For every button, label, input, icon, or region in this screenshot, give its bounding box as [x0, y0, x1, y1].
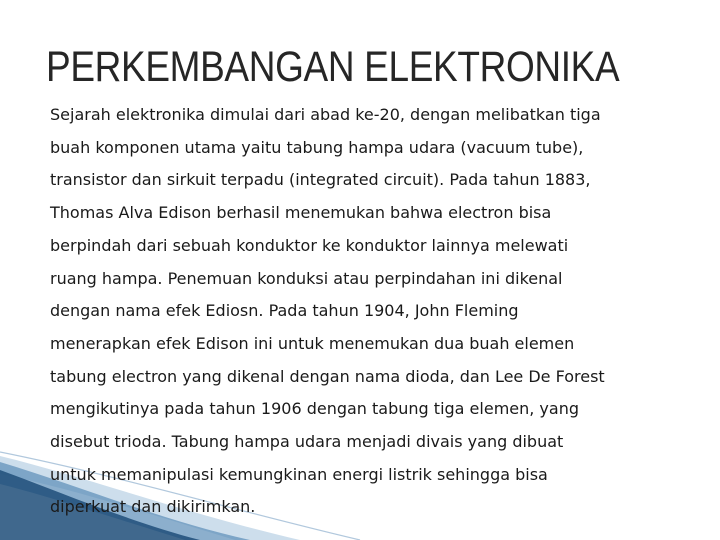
body-paragraph: [50, 99, 686, 524]
paragraph-line: menerapkan efek Edison ini untuk menemukan dua buah elemen: [50, 333, 575, 353]
paragraph-line: berpindah dari sebuah konduktor ke konduktor lainnya melewati: [50, 235, 569, 255]
paragraph-line: ruang hampa. Penemuan konduksi atau perpindahan ini dikenal: [50, 268, 563, 288]
paragraph-line: Sejarah elektronika dimulai dari abad ke-20, dengan melibatkan tiga: [50, 105, 601, 124]
slide-title: PERKEMBANGAN ELEKTRONIKA: [46, 43, 620, 91]
paragraph-line: transistor dan sirkuit terpadu (integrated circuit). Pada tahun 1883,: [50, 170, 591, 190]
paragraph-line: buah komponen utama yaitu tabung hampa udara (vacuum tube),: [50, 137, 584, 157]
paragraph-line: dengan nama efek Ediosn. Pada tahun 1904, John Fleming: [50, 301, 519, 321]
paragraph-line: untuk memanipulasi kemungkinan energi listrik sehingga bisa: [50, 464, 548, 484]
paragraph-line: tabung electron yang dikenal dengan nama dioda, dan Lee De Forest: [50, 366, 605, 386]
paragraph-line: mengikutinya pada tahun 1906 dengan tabung tiga elemen, yang: [50, 399, 579, 419]
paragraph-line: diperkuat dan dikirimkan.: [50, 497, 256, 517]
paragraph-line: disebut trioda. Tabung hampa udara menjadi divais yang dibuat: [50, 432, 564, 452]
paragraph-line: Thomas Alva Edison berhasil menemukan bahwa electron bisa: [50, 203, 552, 223]
